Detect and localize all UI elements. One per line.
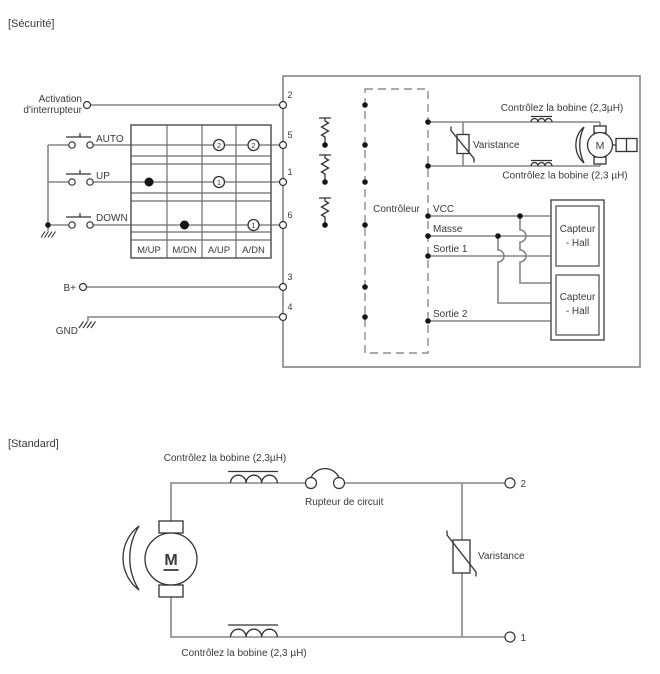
terminal-1 <box>505 632 515 642</box>
hall2-label-line2: - Hall <box>565 306 590 317</box>
connector-terminals <box>280 90 293 321</box>
switch-auto <box>66 133 124 148</box>
pin-masse-label: Masse <box>433 224 463 235</box>
coil-top-label: Contrôlez la bobine (2,3µH) <box>500 103 624 114</box>
svg-text:1: 1 <box>251 220 256 230</box>
table-dot-mark <box>145 178 154 187</box>
pin-number: 3 <box>287 272 293 282</box>
svg-text:2: 2 <box>216 140 222 150</box>
varistor-security-label: Varistance <box>473 140 520 151</box>
standard-section-title: [Standard] <box>8 438 59 450</box>
wire-motor-top <box>428 122 600 127</box>
hall-sensor-assembly <box>551 200 604 340</box>
activation-label-line1: Activation <box>38 94 82 105</box>
resistor <box>319 198 331 225</box>
switch-contact <box>69 222 75 228</box>
varistor-standard-label: Varistance <box>478 551 525 562</box>
bplus-label: B+ <box>63 283 76 294</box>
switch-lever <box>66 213 91 217</box>
switch-lever <box>66 170 91 174</box>
gnd-ground-icon <box>79 322 96 329</box>
pin-terminal <box>280 142 287 149</box>
table-header-adn: A/DN <box>242 245 265 256</box>
switch-auto-label: AUTO <box>96 134 124 145</box>
coil-bottom <box>531 161 552 167</box>
hall1-label-line1: Capteur <box>559 224 596 235</box>
table-circled-mark <box>214 177 225 188</box>
wire-vcc-branch-with-hops <box>520 216 551 283</box>
std-coil-top-label: Contrôlez la bobine (2,3µH) <box>163 453 287 464</box>
motor-brush-top <box>159 521 183 533</box>
switch-up-label: UP <box>96 171 110 182</box>
gnd-label: GND <box>55 326 78 337</box>
pin-number: 5 <box>287 130 293 140</box>
wire-std-bottom <box>171 597 505 637</box>
breaker-label: Rupteur de circuit <box>305 497 384 508</box>
motor-letter: M <box>164 552 178 569</box>
pin-number: 6 <box>287 210 293 220</box>
pin-number: 4 <box>287 302 293 312</box>
pin-number: 1 <box>287 167 293 177</box>
breaker-arc <box>311 469 339 478</box>
table-circled-mark <box>214 140 225 151</box>
motor-brush-bottom <box>159 585 183 597</box>
pin-terminal <box>280 284 287 291</box>
switch-contact <box>69 142 75 148</box>
terminal-2-number: 2 <box>520 479 527 490</box>
coil-bottom-label: Contrôlez la bobine (2,3 µH) <box>502 170 628 182</box>
table-dot-mark <box>180 221 189 230</box>
circuit-breaker <box>306 469 345 489</box>
svg-text:2: 2 <box>251 140 256 150</box>
resistor <box>319 118 331 145</box>
wire-gnd <box>88 317 283 321</box>
wire-motor-bottom <box>428 164 600 167</box>
std-coil-bottom-label: Contrôlez la bobine (2,3 µH) <box>181 648 307 659</box>
switch-ground-icon <box>41 232 56 238</box>
pin-vcc-label: VCC <box>433 204 455 215</box>
activation-terminal <box>84 102 91 109</box>
switch-contact <box>87 179 93 185</box>
resistor <box>319 155 331 182</box>
terminal-2 <box>505 478 515 488</box>
motor-magnet-arc <box>123 526 139 590</box>
terminal-1-number: 1 <box>520 633 527 644</box>
switch-up <box>66 170 110 185</box>
hall2-label-line1: Capteur <box>559 292 596 303</box>
controller-label: Contrôleur <box>373 204 420 215</box>
std-coil-top <box>228 472 278 484</box>
hall1-label-line2: - Hall <box>565 238 590 249</box>
motor-security <box>576 126 637 164</box>
security-section-title: [Sécurité] <box>8 18 55 30</box>
svg-text:1: 1 <box>216 177 222 187</box>
switch-contact <box>87 222 93 228</box>
table-header-mdn: M/DN <box>172 245 197 256</box>
hall-sensor-2-box <box>556 275 599 335</box>
pin-sortie1-label: Sortie 1 <box>433 244 468 255</box>
std-coil-bottom <box>228 625 278 637</box>
switch-lever <box>66 133 91 137</box>
wire-masse-branch-with-hop <box>498 236 551 303</box>
wire-std-top-left <box>171 483 305 521</box>
motor-letter: M <box>595 140 605 152</box>
breaker-contact <box>334 478 345 489</box>
bplus-terminal <box>80 284 87 291</box>
pin-number: 2 <box>287 90 293 100</box>
pin-sortie2-label: Sortie 2 <box>433 309 468 320</box>
pin-terminal <box>280 179 287 186</box>
controller-dashed-box <box>365 89 428 353</box>
activation-label-line2: d'interrupteur <box>23 105 82 116</box>
pin-terminal <box>280 222 287 229</box>
pin-terminal <box>280 102 287 109</box>
table-circled-mark <box>248 140 259 151</box>
motor-magnet-arc <box>576 127 584 163</box>
switch-down <box>66 213 128 228</box>
pullup-resistors <box>319 118 331 225</box>
table-header-mup: M/UP <box>137 245 161 256</box>
switch-contact <box>87 142 93 148</box>
hall-sensor-1-box <box>556 206 599 266</box>
table-circled-mark <box>248 220 259 231</box>
coil-top <box>531 117 552 123</box>
switch-contact <box>69 179 75 185</box>
motor-standard <box>123 521 197 597</box>
pin-terminal <box>280 314 287 321</box>
breaker-contact <box>306 478 317 489</box>
table-header-aup: A/UP <box>207 245 231 256</box>
switch-down-label: DOWN <box>96 213 128 224</box>
